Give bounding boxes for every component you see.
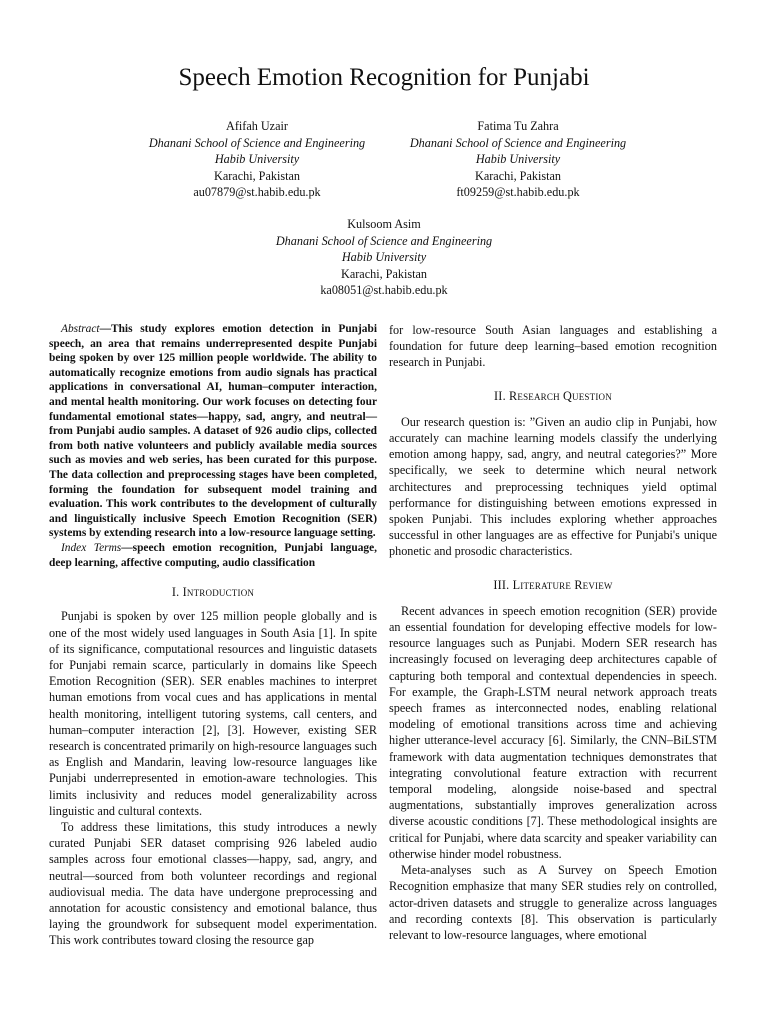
right-column (389, 322, 717, 943)
author-block-3 (200, 216, 568, 299)
abstract-text: —This study explores emotion detection in Punjabi speech, an area that remains underrepresented despite Punjabi being spoken by over 125 million people worldwide. The ability to automatically recognize emotions from audio signals has practical applications in conversational AI, human–computer interaction, and mental health monitoring. Our work focuses on detecting four fundamental emotional states—happy, sad, angry, and neutral—from Punjabi audio samples. A dataset of 926 audio clips, collected from both native volunteers and publicly available media sources such as movies and web series, has been curated for this purpose. The data collection and preprocessing stages have been completed, forming the foundation for subsequent model training and evaluation. This work contributes to the development of culturally and linguistically inclusive Speech Emotion Recognition (SER) systems by extending research into a low-resource language setting. (49, 323, 377, 540)
author-affiliation: Dhanani School of Science and Engineering (409, 135, 627, 150)
author-institution: Habib University (475, 152, 561, 166)
left-column (49, 322, 377, 949)
intro-paragraph-2-continued: for low-resource South Asian languages and establishing a foundation for future deep learning–based emotion recognition research in Punjabi. (389, 323, 717, 370)
author-affiliation: Dhanani School of Science and Engineering (275, 233, 493, 248)
paper-title: Speech Emotion Recognition for Punjabi (178, 64, 590, 91)
index-terms-label: Index Terms (61, 541, 122, 554)
section-heading-introduction: I. Introduction (171, 585, 255, 600)
author-institution: Habib University (214, 152, 300, 166)
author-institution: Habib University (341, 250, 427, 264)
author-name: Afifah Uzair (226, 119, 288, 133)
author-affiliation: Dhanani School of Science and Engineering (148, 135, 366, 150)
intro-paragraph-2: To address these limitations, this study introduces a newly curated Punjabi SER dataset comprising 926 labeled audio samples across four emotional classes—happy, sad, angry, and neutral—sourced from both volunteer recordings and regional audiovisual media. The data have undergone preprocessing and annotation for acoustic consistency and emotional balance, thus laying the groundwork for subsequent model experimentation. This work contributes toward closing the resource gap (49, 819, 377, 948)
index-terms (49, 541, 377, 570)
section-heading-literature-review: III. Literature Review (493, 577, 613, 592)
author-location: Karachi, Pakistan (475, 168, 561, 183)
author-name: Fatima Tu Zahra (477, 119, 559, 133)
abstract-label: Abstract (61, 323, 100, 335)
author-name: Kulsoom Asim (347, 217, 421, 231)
section-heading-research-question: II. Research Question (494, 388, 612, 403)
author-location: Karachi, Pakistan (341, 266, 427, 281)
author-email: ft09259@st.habib.edu.pk (456, 185, 580, 199)
research-question-paragraph: Our research question is: ”Given an audio clip in Punjabi, how accurately can machine learning models classify the underlying emotion among happy, sad, angry, and neutral categories?” More specifically, we seek to determine which neural network architectures and preprocessing techniques yield optimal performance for distinguishing between emotions expressed in spoken Punjabi. This includes exploring whether approaches successful in other languages are as effective for Punjabi's unique phonetic and prosodic characteristics. (389, 414, 717, 559)
intro-paragraph-1: Punjabi is spoken by over 125 million people globally and is one of the most widely used languages in South Asia [1]. In spite of its significance, computational resources and linguistic datasets for Punjabi remain scarce, particularly in domains like Speech Emotion Recognition (SER). SER enables machines to interpret human emotions from vocal cues and has applications in mental health monitoring, intelligent tutoring systems, call centers, and human–computer interaction [2], [3]. However, existing SER research is concentrated primarily on high-resource languages such as English and Mandarin, leaving low-resource languages like Punjabi underrepresented in emotion-aware technologies. This limits inclusivity and reduces model generalizability across linguistic and cultural contexts. (49, 609, 377, 818)
author-location: Karachi, Pakistan (214, 168, 300, 183)
author-email: ka08051@st.habib.edu.pk (320, 283, 448, 297)
index-terms-text: —speech emotion recognition, Punjabi language, deep learning, affective computing, audio classification (49, 541, 377, 569)
abstract (49, 322, 377, 541)
author-email: au07879@st.habib.edu.pk (193, 185, 321, 199)
author-block-1 (120, 118, 394, 201)
author-block-2 (388, 118, 648, 201)
literature-paragraph-1: Recent advances in speech emotion recognition (SER) provide an essential foundation for developing effective models for low-resource languages such as Punjabi. Modern SER research has increasingly focused on leveraging deep architectures capable of capturing both temporal and contextual dependencies in speech. For example, the Graph-LSTM neural network approach treats speech frames as interconnected nodes, enabling relational modeling of emotional transitions across time and achieving higher utterance-level accuracy [6]. Similarly, the CNN–BiLSTM framework with data augmentation techniques demonstrates that integrating convolutional feature extraction with recurrent temporal modeling, alongside noise-based and spectral augmentations, substantially improves generalization across diverse acoustic conditions [7]. These methodological insights are critical for Punjabi, where data scarcity and speaker variability can otherwise hinder model robustness. (389, 603, 717, 861)
literature-paragraph-2: Meta-analyses such as A Survey on Speech Emotion Recognition emphasize that many SER studies rely on controlled, actor-driven datasets and struggle to generalize across languages and recording contexts [8]. This observation is particularly relevant to low-resource languages, where emotional (389, 863, 717, 942)
